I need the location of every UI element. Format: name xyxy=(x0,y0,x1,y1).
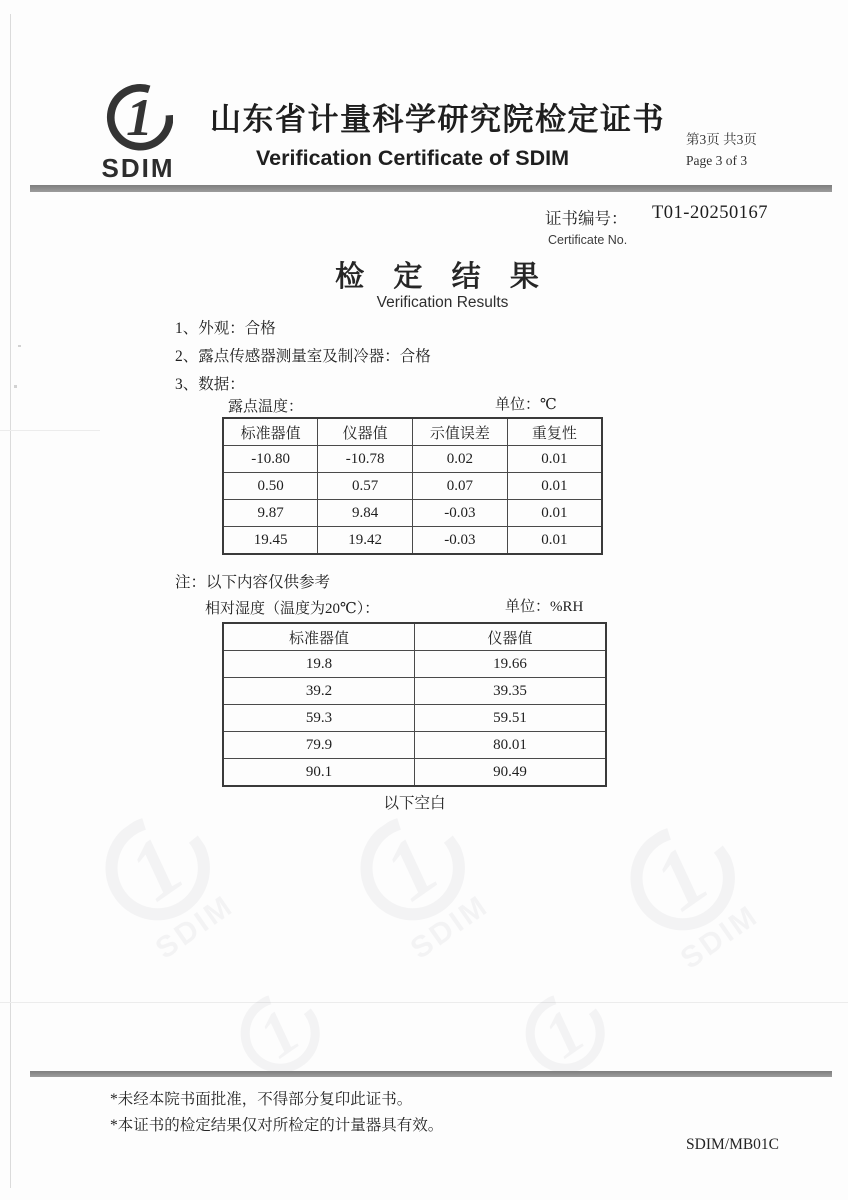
table-cell: 0.01 xyxy=(507,473,602,500)
sdim-logo-word: SDIM xyxy=(101,153,175,183)
scan-edge-line xyxy=(10,14,11,1188)
column-header: 示值误差 xyxy=(413,418,508,446)
table-cell: 0.50 xyxy=(223,473,318,500)
result-item-sensor: 2、露点传感器测量室及制冷器：合格 xyxy=(175,348,431,365)
svg-text:1: 1 xyxy=(113,819,201,919)
column-header: 标准器值 xyxy=(223,418,318,446)
sdim-logo xyxy=(86,84,190,184)
table-header-row xyxy=(223,623,606,651)
table-cell: 80.01 xyxy=(415,732,607,759)
footer-divider-bar xyxy=(30,1071,832,1077)
certificate-no-label-en: Certificate No. xyxy=(548,233,628,247)
table-row xyxy=(223,678,606,705)
table-cell: 39.2 xyxy=(223,678,415,705)
table-cell: 90.49 xyxy=(415,759,607,787)
dewpoint-unit-label: 单位：℃ xyxy=(495,397,557,413)
table-cell: 9.87 xyxy=(223,500,318,527)
svg-text:1: 1 xyxy=(246,995,313,1072)
humidity-unit-label: 单位：%RH xyxy=(505,599,584,615)
certificate-number: T01-20250167 xyxy=(652,203,768,223)
certificate-title-cn: 山东省计量科学研究院检定证书 xyxy=(210,102,665,137)
table-cell: 79.9 xyxy=(223,732,415,759)
svg-text:1: 1 xyxy=(638,829,726,929)
page-info-cn: 第3页 共3页 xyxy=(686,132,757,147)
table-cell: -10.78 xyxy=(318,446,413,473)
watermark-word: SDIM xyxy=(674,898,765,976)
svg-text:1: 1 xyxy=(126,87,153,147)
sdim-watermark xyxy=(319,785,522,985)
table-row xyxy=(223,527,602,555)
column-header: 仪器值 xyxy=(415,623,607,651)
results-title-en: Verification Results xyxy=(376,294,509,311)
result-item-data: 3、数据： xyxy=(175,376,245,393)
blank-below-marker: 以下空白 xyxy=(383,795,446,812)
table-cell: 0.02 xyxy=(413,446,508,473)
form-code: SDIM/MB01C xyxy=(686,1136,780,1153)
table-cell: 19.45 xyxy=(223,527,318,555)
table-cell: 59.51 xyxy=(415,705,607,732)
table-cell: 0.01 xyxy=(507,446,602,473)
sdim-watermark xyxy=(487,965,642,1109)
humidity-table xyxy=(222,622,607,787)
reference-note: 注：以下内容仅供参考 xyxy=(175,574,331,591)
table-cell: 19.66 xyxy=(415,651,607,678)
scan-speck xyxy=(18,345,21,347)
header-divider-bar xyxy=(30,185,832,192)
humidity-table-caption: 相对湿度（温度为20℃）： xyxy=(205,601,380,617)
table-cell: 0.57 xyxy=(318,473,413,500)
table-row xyxy=(223,473,602,500)
table-row xyxy=(223,759,606,787)
table-row xyxy=(223,732,606,759)
table-cell: 39.35 xyxy=(415,678,607,705)
table-cell: 59.3 xyxy=(223,705,415,732)
table-cell: 0.01 xyxy=(507,527,602,555)
table-cell: 9.84 xyxy=(318,500,413,527)
dewpoint-table xyxy=(222,417,603,555)
table-cell: -10.80 xyxy=(223,446,318,473)
svg-text:1: 1 xyxy=(531,995,598,1072)
column-header: 标准器值 xyxy=(223,623,415,651)
results-title-cn: 检 定 结 果 xyxy=(335,261,550,293)
table-cell: -0.03 xyxy=(413,527,508,555)
scan-faint-line xyxy=(0,1002,848,1003)
dewpoint-table-caption: 露点温度： xyxy=(228,399,304,415)
table-row xyxy=(223,651,606,678)
table-cell: -0.03 xyxy=(413,500,508,527)
page-info xyxy=(686,129,757,171)
watermark-word: SDIM xyxy=(404,888,495,966)
table-row xyxy=(223,446,602,473)
column-header: 仪器值 xyxy=(318,418,413,446)
page-info-en: Page 3 of 3 xyxy=(686,153,748,168)
certificate-no-label-cn: 证书编号： xyxy=(545,209,628,228)
certificate-title-en: Verification Certificate of SDIM xyxy=(256,146,570,170)
table-cell: 90.1 xyxy=(223,759,415,787)
result-item-appearance: 1、外观：合格 xyxy=(175,320,276,337)
footer-note-validity: *本证书的检定结果仅对所检定的计量器具有效。 xyxy=(110,1117,444,1134)
table-cell: 19.42 xyxy=(318,527,413,555)
table-row xyxy=(223,705,606,732)
table-row xyxy=(223,500,602,527)
sdim-watermark xyxy=(589,795,792,995)
table-header-row xyxy=(223,418,602,446)
watermark-word: SDIM xyxy=(149,888,240,966)
footer-note-copy: *未经本院书面批准，不得部分复印此证书。 xyxy=(110,1091,413,1108)
sdim-watermark xyxy=(64,785,267,985)
table-cell: 0.01 xyxy=(507,500,602,527)
table-cell: 0.07 xyxy=(413,473,508,500)
scan-faint-line xyxy=(0,430,100,431)
scan-speck xyxy=(14,385,17,388)
table-cell: 19.8 xyxy=(223,651,415,678)
svg-text:1: 1 xyxy=(368,819,456,919)
column-header: 重复性 xyxy=(507,418,602,446)
